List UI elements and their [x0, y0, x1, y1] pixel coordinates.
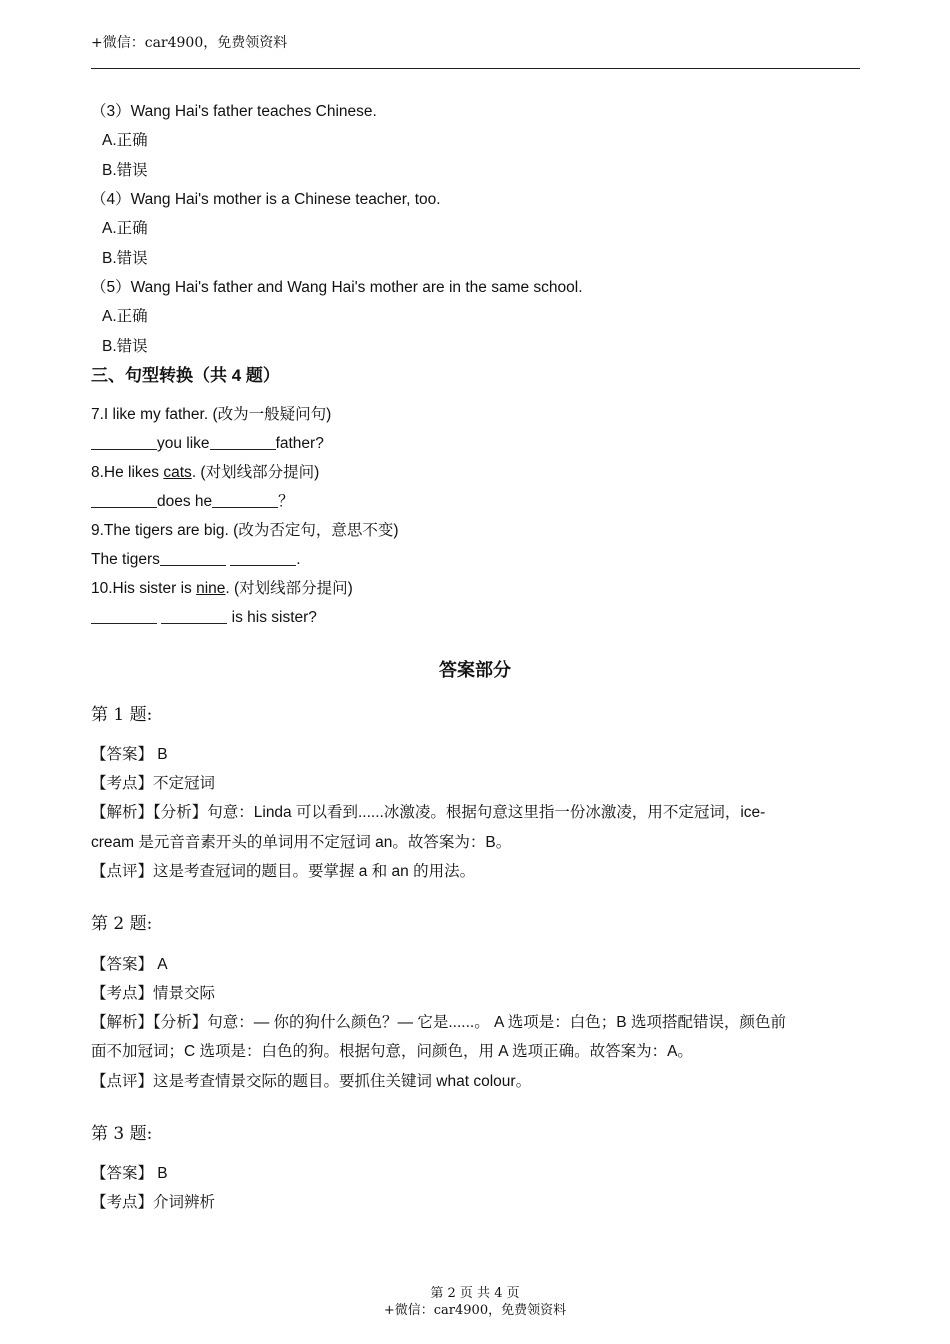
q7-answer-line — [91, 434, 324, 454]
question-4-stem: （4）Wang Hai's mother is a Chinese teacher, too. — [91, 191, 441, 208]
q8-answer-line — [91, 492, 294, 512]
q8-part1: does he — [157, 493, 213, 510]
question-5-stem: （5）Wang Hai's father and Wang Hai's mother are in the same school. — [91, 279, 583, 296]
q7-stem: 7.I like my father. (改为一般疑问句) — [91, 406, 332, 423]
q9-answer-line — [91, 550, 301, 570]
answer-1-review: 【点评】这是考查冠词的题目。要掌握 a 和 an 的用法。 — [91, 863, 476, 880]
q7-part1: you like — [157, 435, 210, 452]
q10-answer-line — [91, 608, 317, 628]
section3-title: 三、句型转换（共 4 题） — [91, 366, 280, 385]
answer-2-point: 【考点】情景交际 — [91, 985, 216, 1002]
answer-blank — [161, 609, 227, 624]
answer-blank — [212, 493, 278, 508]
question-5-option-a: A.正确 — [102, 308, 148, 325]
q10-underlined: nine — [196, 580, 226, 597]
q10-post: . (对划线部分提问) — [225, 580, 353, 597]
answer-blank — [230, 551, 296, 566]
answer-blank — [160, 551, 226, 566]
answer-2-heading: 第 2 题: — [91, 914, 153, 934]
answer-1-heading: 第 1 题: — [91, 705, 153, 725]
answer-blank — [91, 435, 157, 450]
answer-3-point: 【考点】介词辨析 — [91, 1194, 216, 1211]
header-rule — [91, 68, 860, 69]
q8-part2: ？ — [278, 493, 294, 510]
answer-blank — [91, 609, 157, 624]
answers-title: 答案部分 — [439, 660, 511, 680]
q8-post: . (对划线部分提问) — [191, 464, 320, 481]
q8-stem — [91, 463, 319, 483]
answer-1-analysis-line1: 【解析】【分析】句意：Linda 可以看到......冰激凌。根据句意这里指一份冰激凌，用不定冠词，ice- — [91, 804, 766, 821]
q10-pre: 10.His sister is — [91, 580, 197, 597]
q10-stem — [91, 579, 353, 599]
answer-2-answer: 【答案】 A — [91, 956, 168, 973]
header-watermark: +微信：car4900，免费领资料 — [91, 35, 288, 51]
answer-2-analysis-line2: 面不加冠词；C 选项是：白色的狗。根据句意，问颜色，用 A 选项正确。故答案为：A。 — [91, 1043, 693, 1060]
question-5-option-b: B.错误 — [102, 338, 148, 355]
answer-1-analysis-line2: cream 是元音音素开头的单词用不定冠词 an。故答案为：B。 — [91, 834, 512, 851]
q9-part1: The tigers — [91, 551, 160, 568]
question-3-option-b: B.错误 — [102, 162, 148, 179]
answer-2-review: 【点评】这是考查情景交际的题目。要抓住关键词 what colour。 — [91, 1073, 532, 1090]
answer-1-answer: 【答案】 B — [91, 746, 168, 763]
answer-blank — [210, 435, 276, 450]
answer-2-analysis-line1: 【解析】【分析】句意：— 你的狗什么颜色？— 它是......。 A 选项是：白色；B 选项搭配错误，颜色前 — [91, 1014, 786, 1031]
page-number: 第 2 页 共 4 页 — [430, 1286, 520, 1301]
question-3-option-a: A.正确 — [102, 132, 148, 149]
q9-part2: . — [296, 551, 301, 568]
answer-blank — [91, 493, 157, 508]
q8-underlined: cats — [163, 464, 192, 481]
question-4-option-b: B.错误 — [102, 250, 148, 267]
question-3-stem: （3）Wang Hai's father teaches Chinese. — [91, 103, 377, 120]
answer-3-answer: 【答案】 B — [91, 1165, 168, 1182]
q7-part2: father? — [275, 435, 324, 452]
answer-3-heading: 第 3 题: — [91, 1124, 153, 1144]
question-4-option-a: A.正确 — [102, 220, 148, 237]
q8-pre: 8.He likes — [91, 464, 164, 481]
answer-1-point: 【考点】不定冠词 — [91, 775, 216, 792]
q9-stem: 9.The tigers are big. (改为否定句，意思不变) — [91, 522, 399, 539]
footer-watermark: +微信：car4900，免费领资料 — [383, 1303, 567, 1318]
q10-part1: is his sister? — [231, 609, 317, 626]
